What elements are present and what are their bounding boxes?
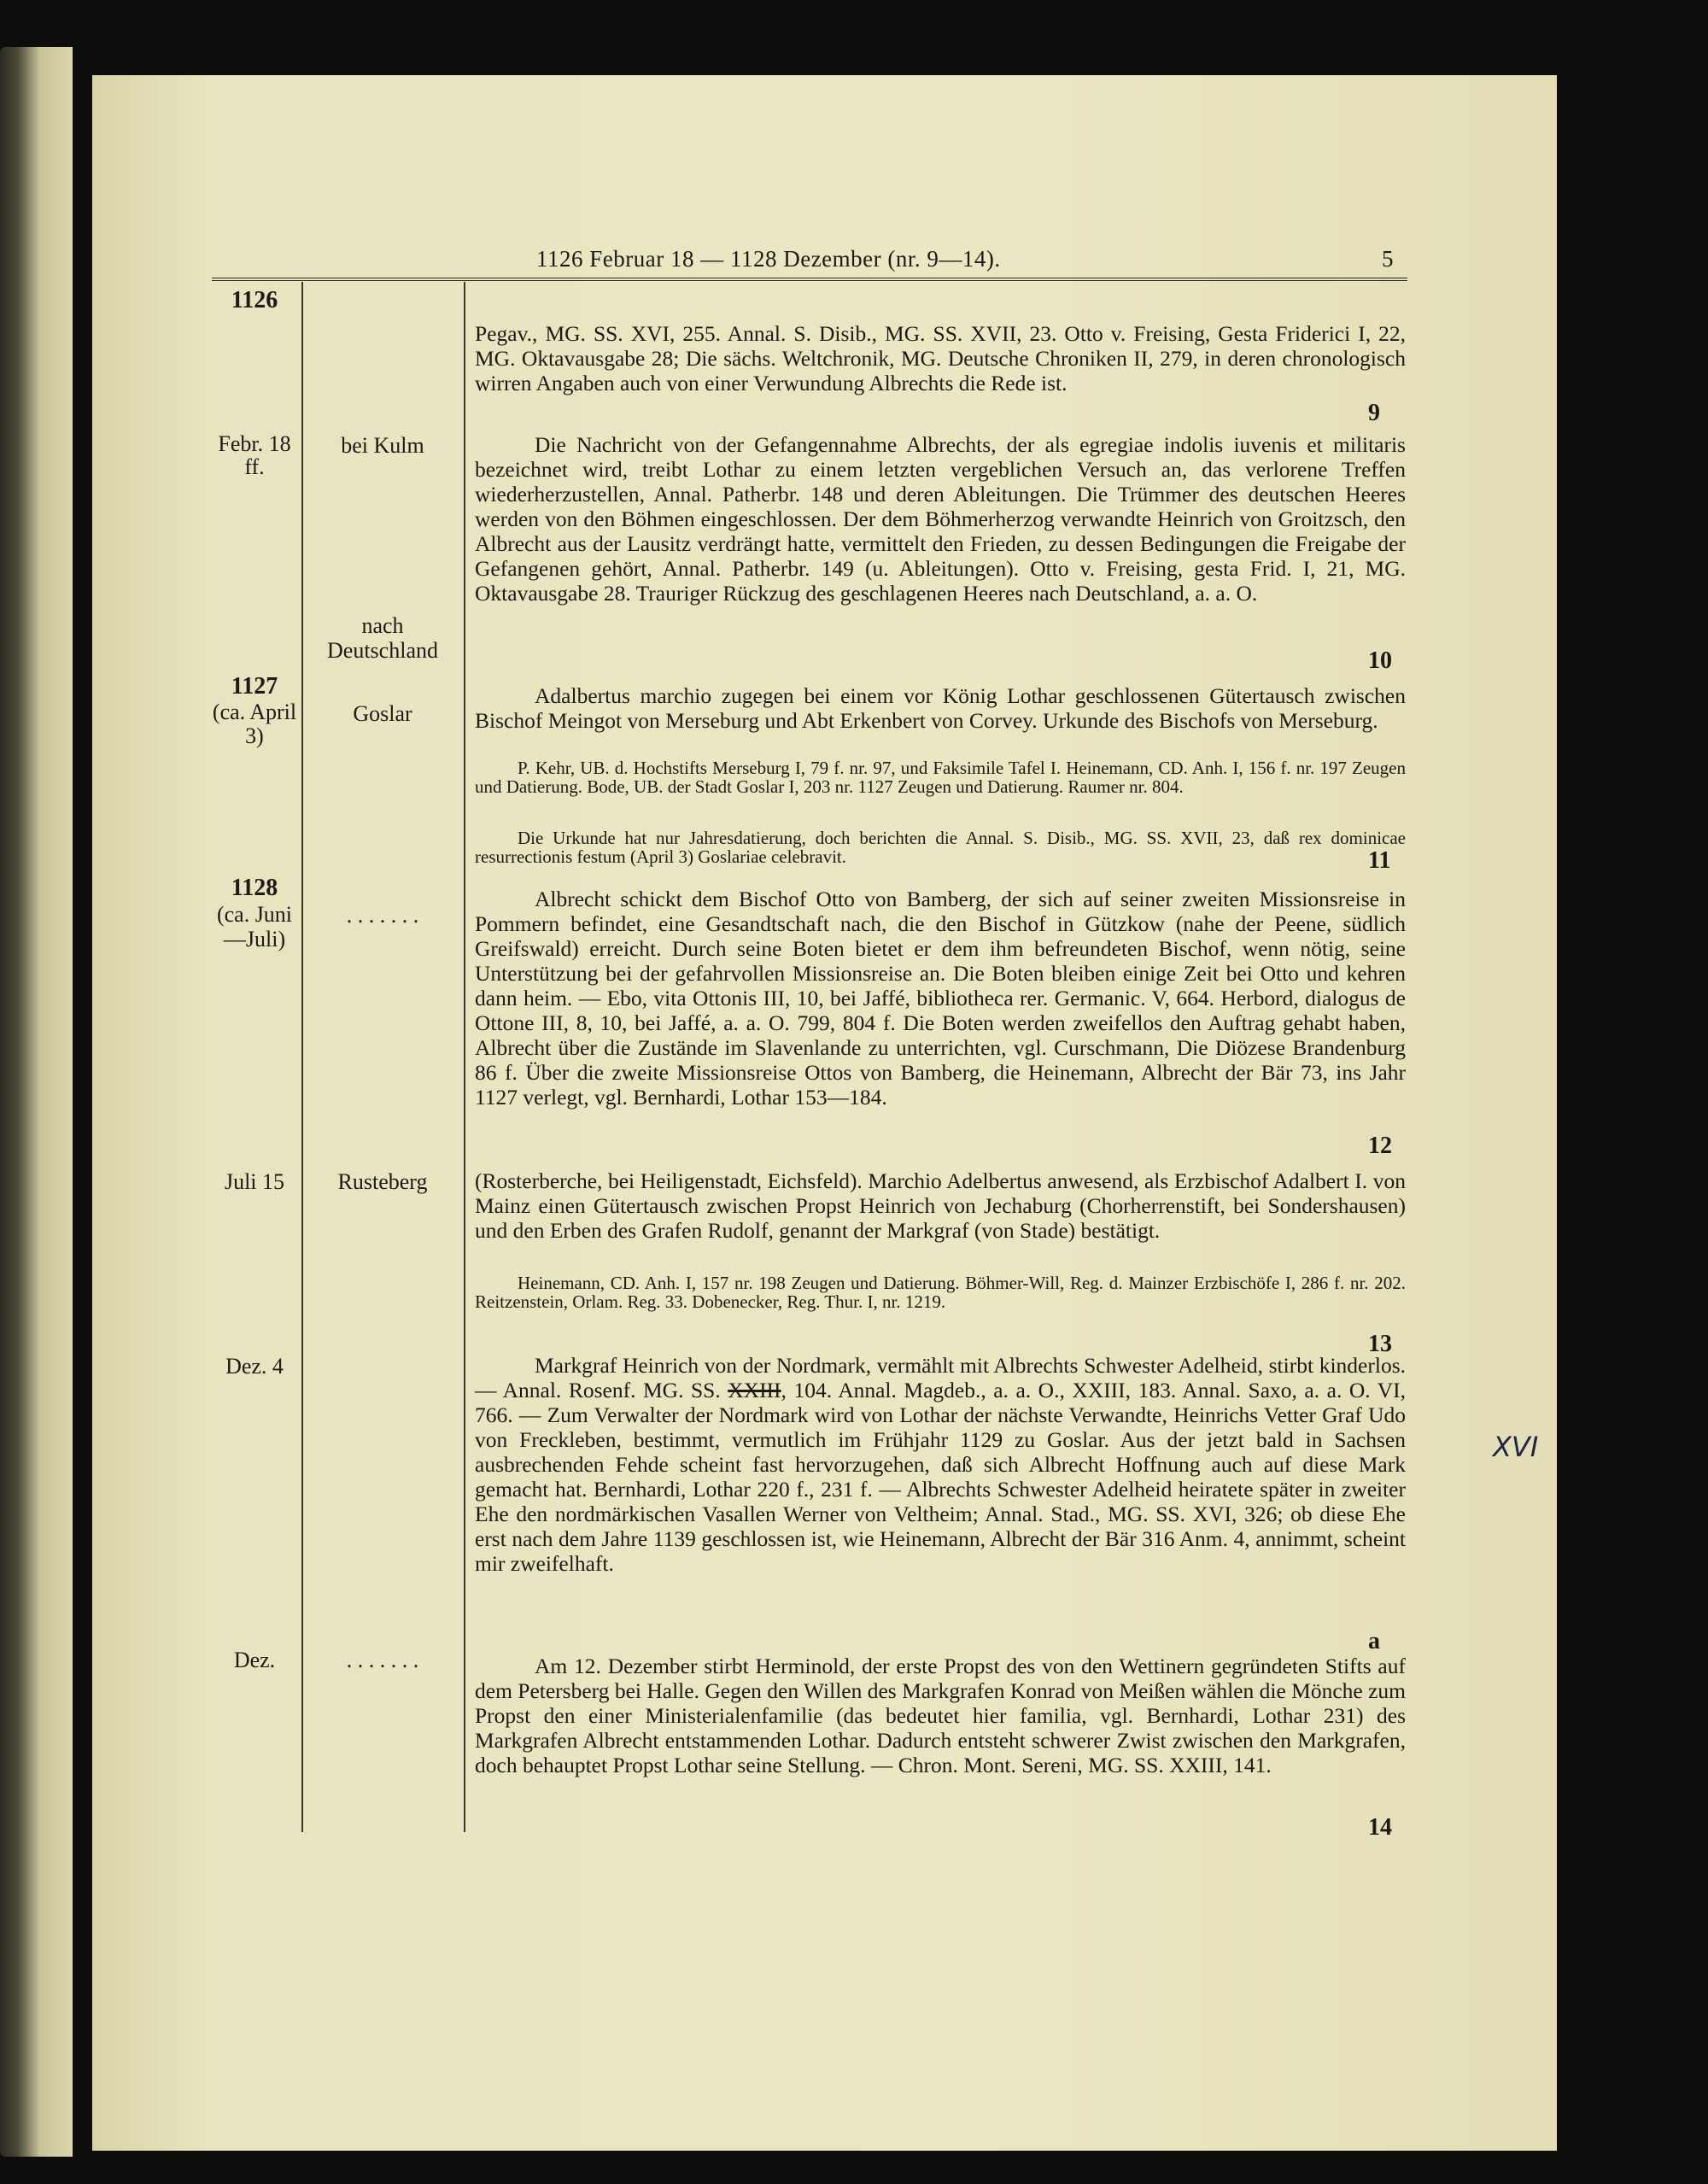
entry-text-part: Markgraf Heinrich von der Nordmark, vermählt mit Albrechts Schwester Adelheid, stirbt kinderlos. — Annal. Rosenf. MG. SS. <box>475 1353 1406 1402</box>
page-number: 5 <box>1382 246 1394 272</box>
date-label: Dez. 4 <box>225 1354 284 1379</box>
year-label: 1127 <box>231 673 278 700</box>
handwritten-margin-note: XVI <box>1493 1431 1539 1463</box>
entry-note: Die Urkunde hat nur Jahresdatierung, doch berichten die Annal. S. Disib., MG. SS. XVII, 23, daß rex dominicae resurrectionis festum (April 3) Goslariae celebravit. <box>475 828 1406 867</box>
year-label: 1128 <box>231 875 278 901</box>
entry-text-part: , 104. Annal. Magdeb., a. a. O., XXIII, 183. Annal. Saxo, a. a. O. VI, 766. — Zum Verwalter der Nordmark wird von Lothar der nächste Verwandte, Heinrichs Vetter Graf Udo von Freckleben, bestimmt, vermutlich im Frühjahr 1129 zu Goslar. Aus der jetzt bald in Sachsen ausbrechenden Fehde scheint fast hervorzugehen, daß sich Albrecht Hoffnung auch auf diese Mark gemacht hat. Bernhardi, Lothar 220 f., 231 f. — Albrechts Schwester Adelheid heiratete später in zweiter Ehe den nordmärkischen Vasallen Werner von Veltheim; Annal. Stad., MG. SS. XVI, 326; ob diese Ehe erst nach dem Jahre 1139 geschlossen ist, wie Heinemann, Albrecht der Bär 316 Anm. 4, annimmt, scheint mir zweifelhaft. <box>475 1378 1406 1576</box>
header-rule <box>212 278 1407 281</box>
book-page <box>92 75 1557 2151</box>
entry-text <box>475 1353 1406 1576</box>
entry-text: Albrecht schickt dem Bischof Otto von Bamberg, der sich auf seiner zweiten Missionsreise in Pommern befindet, eine Gesandtschaft nach, die den Bischof in Gützkow (nahe der Peene, südlich Greifswald) erreicht. Durch seine Boten bietet er dem ihm befreundeten Bischof, wenn nötig, seine Unterstützung bei der gefahrvollen Missionsreise an. Die Boten bleiben einige Zeit bei Otto und kehren dann heim. — Ebo, vita Ottonis III, 10, bei Jaffé, bibliotheca rer. Germanic. V, 664. Herbord, dialogus de Ottone III, 8, 10, bei Jaffé, a. a. O. 799, 804 f. Die Boten werden zweifellos den Auftrag gehabt haben, Albrecht über die Zustände im Slavenlande zu unterrichten, vgl. Curschmann, Die Diözese Brandenburg 86 f. Über die zweite Missionsreise Ottos von Bamberg, die Heinemann, Albrecht der Bär 73, ins Jahr 1127 verlegt, vgl. Bernhardi, Lothar 153—184. <box>475 887 1406 1110</box>
place-label: nach Deutschland <box>327 613 438 663</box>
entry-number: 12 <box>1368 1133 1392 1159</box>
book-spine-edge <box>0 47 73 2157</box>
entry-number: 13 <box>1368 1331 1392 1357</box>
date-label: Dez. <box>233 1648 276 1672</box>
date-label: (ca. Juni —Juli) <box>216 902 293 951</box>
place-label: . . . . . . . <box>346 903 419 928</box>
entry-text: (Rosterberche, bei Heiligenstadt, Eichsfeld). Marchio Adelbertus anwesend, als Erzbischof Adalbert I. von Mainz einen Gütertausch zwischen Propst Heinrich von Jechaburg (Chorherrenstift, bei Sondershausen) und den Erben des Grafen Rudolf, genannt der Markgraf (von Stade) bestätigt. <box>475 1168 1406 1243</box>
struck-text: XXIII <box>728 1378 781 1402</box>
column-divider-place <box>464 282 465 1832</box>
entry-text: Adalbertus marchio zugegen bei einem vor König Lothar geschlossenen Gütertausch zwischen Bischof Meingot von Merseburg und Abt Erkenbert von Corvey. Urkunde des Bischofs von Merseburg. <box>475 683 1406 733</box>
place-label: bei Kulm <box>341 433 424 458</box>
entry-number: a <box>1368 1628 1380 1654</box>
running-head-title: 1126 Februar 18 — 1128 Dezember (nr. 9—14). <box>536 246 1001 272</box>
entry-number: 11 <box>1368 847 1391 874</box>
column-divider-date <box>301 282 303 1832</box>
entry-note: P. Kehr, UB. d. Hochstifts Merseburg I, 79 f. nr. 97, und Faksimile Tafel I. Heinemann, CD. Anh. I, 156 f. nr. 197 Zeugen und Datierung. Bode, UB. der Stadt Goslar I, 203 nr. 1127 Zeugen und Datierung. Raumer nr. 804. <box>475 758 1406 797</box>
date-label: Febr. 18 ff. <box>218 431 291 479</box>
year-label: 1126 <box>231 287 278 313</box>
entry-text: Pegav., MG. SS. XVI, 255. Annal. S. Disib., MG. SS. XVII, 23. Otto v. Freising, Gesta Friderici I, 22, MG. Oktavausgabe 28; Die sächs. Weltchronik, MG. Deutsche Chroniken II, 279, in deren chronologisch wirren Angaben auch von einer Verwundung Albrechts die Rede ist. <box>475 321 1406 395</box>
place-label: Rusteberg <box>337 1169 428 1194</box>
place-label: . . . . . . . <box>346 1648 419 1672</box>
date-label: Juli 15 <box>224 1169 285 1194</box>
entry-number: 10 <box>1368 647 1392 674</box>
place-label: Goslar <box>353 701 412 726</box>
entry-text: Die Nachricht von der Gefangennahme Albrechts, der als egregiae indolis iuvenis et militaris bezeichnet wird, treibt Lothar zu einem letzten vergeblichen Versuch an, das verlorene Treffen wiederherzustellen, Annal. Patherbr. 148 und deren Ableitungen. Die Trümmer des deutschen Heeres werden von den Böhmen eingeschlossen. Der dem Böhmerherzog verwandte Heinrich von Groitzsch, den Albrecht aus der Lausitz verdrängt hatte, vermittelt den Frieden, zu dessen Bedingungen die Freigabe der Gefangenen gehört, Annal. Patherbr. 149 (u. Ableitungen). Otto v. Freising, gesta Frid. I, 21, MG. Oktavausgabe 28. Trauriger Rückzug des geschlagenen Heeres nach Deutschland, a. a. O. <box>475 432 1406 606</box>
entry-number: 9 <box>1368 400 1380 426</box>
entry-note: Heinemann, CD. Anh. I, 157 nr. 198 Zeugen und Datierung. Böhmer-Will, Reg. d. Mainzer Erzbischöfe I, 286 f. nr. 202. Reitzenstein, Orlam. Reg. 33. Dobenecker, Reg. Thur. I, nr. 1219. <box>475 1273 1406 1312</box>
entry-number: 14 <box>1368 1814 1392 1841</box>
date-label: (ca. April 3) <box>212 700 297 748</box>
entry-text: Am 12. Dezember stirbt Herminold, der erste Propst des von den Wettinern gegründeten Stifts auf dem Petersberg bei Halle. Gegen den Willen des Markgrafen Konrad von Meißen wählen die Mönche zum Propst den einer Ministerialenfamilie (das bedeutet hier familia, vgl. Bernhardi, Lothar 231) des Markgrafen Albrecht entstammenden Lothar. Dadurch entsteht schwerer Zwist zwischen den Markgrafen, doch behauptet Propst Lothar seine Stellung. — Chron. Mont. Sereni, MG. SS. XXIII, 141. <box>475 1654 1406 1777</box>
